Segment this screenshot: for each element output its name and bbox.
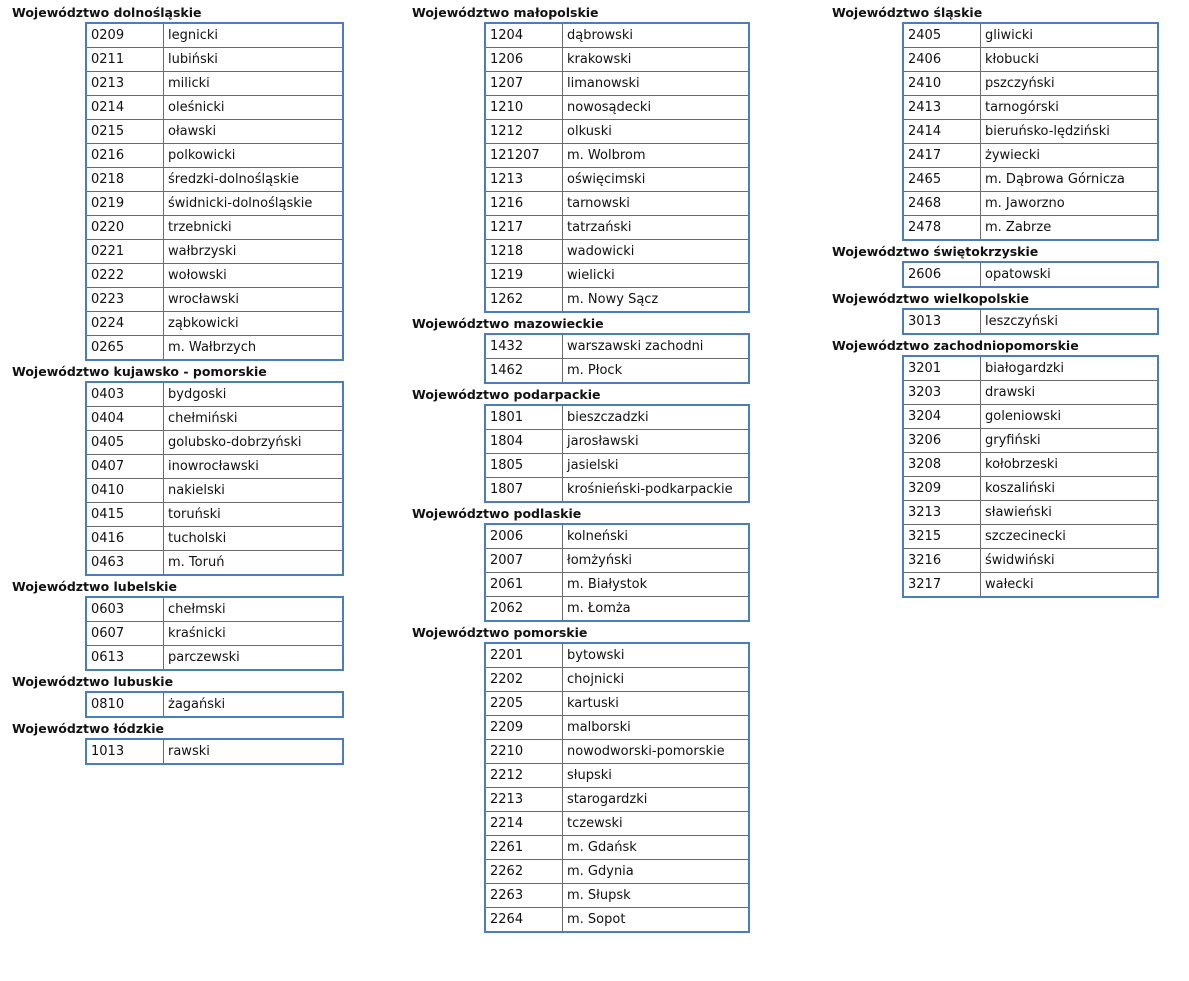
table-row: [903, 453, 1158, 477]
county-code-cell: 0407: [86, 455, 164, 479]
county-code-cell: 2261: [485, 836, 563, 860]
table-row: [86, 192, 343, 216]
county-name-cell: m. Gdynia: [563, 860, 750, 884]
province-title: Województwo zachodniopomorskie: [832, 338, 1079, 353]
county-name-cell: tucholski: [164, 527, 344, 551]
county-code-cell: 1262: [485, 288, 563, 313]
county-name-cell: chełmiński: [164, 407, 344, 431]
table-row: [485, 72, 749, 96]
county-name-cell: gryfiński: [981, 429, 1159, 453]
county-name-cell: kartuski: [563, 692, 750, 716]
county-code-table: [484, 404, 750, 503]
county-name-cell: jarosławski: [563, 430, 750, 454]
table-row: [86, 692, 343, 717]
county-code-cell: 0219: [86, 192, 164, 216]
table-row: [86, 527, 343, 551]
county-code-table: [484, 642, 750, 933]
table-row: [86, 622, 343, 646]
table-row: [86, 336, 343, 361]
county-name-cell: starogardzki: [563, 788, 750, 812]
county-name-cell: m. Wałbrzych: [168, 340, 257, 355]
table-row: [485, 764, 749, 788]
table-row: [485, 740, 749, 764]
province-section: [12, 578, 344, 671]
table-row: [86, 407, 343, 431]
county-name-cell: tatrzański: [563, 216, 750, 240]
table-row: [86, 431, 343, 455]
table-row: [86, 739, 343, 764]
county-name-cell: olkuski: [563, 120, 750, 144]
table-row: [485, 454, 749, 478]
county-name-cell: m. Wolbrom: [563, 144, 750, 168]
table-row: [86, 240, 343, 264]
county-name-cell: m. Toruń: [168, 555, 225, 570]
county-name-cell: bieruńsko-lędziński: [981, 120, 1159, 144]
county-name-cell: wielicki: [563, 264, 750, 288]
county-name-cell: trzebnicki: [164, 216, 344, 240]
table-row: [903, 501, 1158, 525]
county-code-cell: 0224: [86, 312, 164, 336]
table-row: [903, 356, 1158, 381]
county-name-cell: gliwicki: [981, 23, 1159, 48]
county-code-cell: 121207: [485, 144, 563, 168]
county-name-cell: bydgoski: [164, 382, 344, 407]
county-code-cell: 0216: [86, 144, 164, 168]
county-code-cell: 0416: [86, 527, 164, 551]
table-row: [903, 309, 1158, 334]
table-row: [86, 597, 343, 622]
county-code-cell: 0403: [86, 382, 164, 407]
county-name-cell: tczewski: [563, 812, 750, 836]
table-row: [903, 525, 1158, 549]
table-row: [86, 216, 343, 240]
county-code-cell: 1805: [485, 454, 563, 478]
table-row: [485, 359, 749, 384]
table-row: [485, 860, 749, 884]
table-row: [485, 884, 749, 908]
province-title: Województwo małopolskie: [412, 5, 599, 20]
county-code-table: [484, 333, 750, 384]
column-left: [12, 4, 344, 767]
table-row: [485, 216, 749, 240]
province-title: Województwo pomorskie: [412, 625, 588, 640]
county-code-cell: 0607: [86, 622, 164, 646]
county-name-cell: kołobrzeski: [981, 453, 1159, 477]
county-name-cell: kraśnicki: [164, 622, 344, 646]
county-name-cell: lubiński: [164, 48, 344, 72]
county-code-table: [902, 308, 1159, 335]
county-name-cell: ząbkowicki: [164, 312, 344, 336]
county-name-cell: toruński: [164, 503, 344, 527]
province-section: [412, 386, 750, 503]
county-name-cell: szczecinecki: [981, 525, 1159, 549]
county-code-cell: 3203: [903, 381, 981, 405]
county-code-cell: 1213: [485, 168, 563, 192]
county-code-cell: 2202: [485, 668, 563, 692]
table-row: [903, 192, 1158, 216]
table-row: [86, 551, 343, 576]
county-name-cell: krakowski: [563, 48, 750, 72]
county-name-cell: chełmski: [164, 597, 344, 622]
county-name-cell: wadowicki: [563, 240, 750, 264]
table-row: [903, 381, 1158, 405]
table-row: [485, 240, 749, 264]
county-code-cell: 2478: [903, 216, 981, 241]
table-row: [485, 288, 749, 313]
county-code-cell: 2413: [903, 96, 981, 120]
table-row: [485, 716, 749, 740]
county-code-cell: 3217: [903, 573, 981, 598]
county-code-cell: 0222: [86, 264, 164, 288]
table-row: [86, 646, 343, 671]
county-name-cell: żywiecki: [981, 144, 1159, 168]
county-code-table: [484, 22, 750, 313]
table-row: [485, 405, 749, 430]
county-name-cell: słupski: [563, 764, 750, 788]
table-row: [485, 430, 749, 454]
county-name-cell: koszaliński: [981, 477, 1159, 501]
province-section: [832, 243, 1159, 288]
county-code-cell: 3213: [903, 501, 981, 525]
county-code-cell: 3204: [903, 405, 981, 429]
county-name-cell: oleśnicki: [164, 96, 344, 120]
table-row: [86, 503, 343, 527]
county-name-cell: bytowski: [563, 643, 750, 668]
table-row: [86, 144, 343, 168]
county-name-cell: limanowski: [563, 72, 750, 96]
county-name-cell: m. Sopot: [567, 912, 626, 927]
county-code-table: [85, 738, 344, 765]
county-code-cell: 0410: [86, 479, 164, 503]
county-name-cell: m. Płock: [567, 363, 623, 378]
county-name-cell: m. Nowy Sącz: [567, 292, 659, 307]
county-code-cell: 3216: [903, 549, 981, 573]
county-name-cell: krośnieński-podkarpackie: [567, 482, 733, 497]
county-code-table: [902, 22, 1159, 241]
table-row: [485, 668, 749, 692]
table-row: [485, 573, 749, 597]
county-code-cell: 2007: [485, 549, 563, 573]
county-name-cell: drawski: [981, 381, 1159, 405]
table-row: [903, 216, 1158, 241]
county-code-cell: 1432: [485, 334, 563, 359]
province-title: Województwo łódzkie: [12, 721, 165, 736]
table-row: [86, 264, 343, 288]
county-code-cell: 0265: [86, 336, 164, 361]
county-name-cell: legnicki: [164, 23, 344, 48]
county-code-cell: 2414: [903, 120, 981, 144]
province-title: Województwo świętokrzyskie: [832, 244, 1039, 259]
county-name-cell: chojnicki: [563, 668, 750, 692]
province-title: Województwo lubelskie: [12, 579, 177, 594]
county-code-cell: 2213: [485, 788, 563, 812]
table-row: [903, 96, 1158, 120]
county-code-table: [85, 381, 344, 576]
county-name-cell: opatowski: [985, 267, 1051, 282]
table-row: [903, 168, 1158, 192]
province-title: Województwo podlaskie: [412, 506, 582, 521]
table-row: [485, 692, 749, 716]
county-name-cell: łomżyński: [563, 549, 750, 573]
county-code-table: [85, 691, 344, 718]
table-row: [903, 144, 1158, 168]
county-code-cell: 1212: [485, 120, 563, 144]
table-row: [86, 479, 343, 503]
province-title: Województwo dolnośląskie: [12, 5, 202, 20]
county-name-cell: świdwiński: [981, 549, 1159, 573]
province-title: Województwo lubuskie: [12, 674, 174, 689]
table-row: [485, 120, 749, 144]
county-name-cell: nakielski: [164, 479, 344, 503]
county-name-cell: milicki: [164, 72, 344, 96]
county-code-table: [902, 261, 1159, 288]
county-code-cell: 0220: [86, 216, 164, 240]
county-name-cell: golubsko-dobrzyński: [164, 431, 344, 455]
province-section: [832, 4, 1159, 241]
county-code-cell: 3206: [903, 429, 981, 453]
county-code-cell: 0415: [86, 503, 164, 527]
table-row: [86, 120, 343, 144]
province-section: [412, 4, 750, 313]
table-row: [485, 524, 749, 549]
table-row: [485, 48, 749, 72]
province-section: [12, 720, 344, 765]
county-code-cell: 0405: [86, 431, 164, 455]
county-name-cell: rawski: [168, 744, 210, 759]
table-row: [903, 429, 1158, 453]
province-title: Województwo śląskie: [832, 5, 983, 20]
county-name-cell: malborski: [563, 716, 750, 740]
county-code-cell: 1207: [485, 72, 563, 96]
county-code-cell: 3215: [903, 525, 981, 549]
county-code-cell: 1462: [485, 359, 563, 384]
table-row: [485, 264, 749, 288]
table-row: [903, 573, 1158, 598]
table-row: [485, 812, 749, 836]
province-section: [832, 337, 1159, 598]
county-code-cell: 2210: [485, 740, 563, 764]
county-code-cell: 2606: [903, 262, 981, 287]
county-code-cell: 1807: [485, 478, 563, 503]
county-name-cell: m. Zabrze: [985, 220, 1052, 235]
county-name-cell: wrocławski: [164, 288, 344, 312]
table-row: [485, 908, 749, 933]
county-name-cell: m. Łomża: [567, 601, 631, 616]
county-name-cell: inowrocławski: [164, 455, 344, 479]
county-code-cell: 2262: [485, 860, 563, 884]
county-code-table: [484, 523, 750, 622]
table-row: [903, 405, 1158, 429]
province-section: [412, 505, 750, 622]
county-name-cell: leszczyński: [985, 314, 1059, 329]
table-row: [86, 72, 343, 96]
county-code-cell: 0221: [86, 240, 164, 264]
county-name-cell: nowodworski-pomorskie: [563, 740, 750, 764]
table-row: [86, 288, 343, 312]
county-name-cell: tarnowski: [563, 192, 750, 216]
county-code-cell: 1206: [485, 48, 563, 72]
county-code-cell: 0613: [86, 646, 164, 671]
table-row: [86, 168, 343, 192]
table-row: [485, 788, 749, 812]
county-name-cell: sławieński: [981, 501, 1159, 525]
table-row: [86, 455, 343, 479]
county-code-cell: 2405: [903, 23, 981, 48]
table-row: [903, 549, 1158, 573]
county-code-cell: 3013: [903, 309, 981, 334]
county-code-cell: 2410: [903, 72, 981, 96]
county-code-cell: 0215: [86, 120, 164, 144]
table-row: [903, 120, 1158, 144]
county-code-cell: 0463: [86, 551, 164, 576]
county-name-cell: polkowicki: [164, 144, 344, 168]
table-row: [86, 96, 343, 120]
county-name-cell: kolneński: [563, 524, 750, 549]
county-code-cell: 2209: [485, 716, 563, 740]
county-code-cell: 0209: [86, 23, 164, 48]
county-name-cell: wołowski: [164, 264, 344, 288]
county-name-cell: oławski: [164, 120, 344, 144]
county-code-cell: 1801: [485, 405, 563, 430]
province-title: Województwo mazowieckie: [412, 316, 604, 331]
county-name-cell: białogardzki: [981, 356, 1159, 381]
county-code-cell: 1804: [485, 430, 563, 454]
county-code-cell: 2465: [903, 168, 981, 192]
county-code-cell: 0218: [86, 168, 164, 192]
table-row: [903, 262, 1158, 287]
county-code-cell: 3209: [903, 477, 981, 501]
table-row: [485, 549, 749, 573]
table-row: [485, 643, 749, 668]
county-code-cell: 2214: [485, 812, 563, 836]
table-row: [485, 597, 749, 622]
province-section: [412, 315, 750, 384]
table-row: [86, 312, 343, 336]
county-code-table: [85, 596, 344, 671]
county-name-cell: wałecki: [985, 577, 1034, 592]
province-section: [832, 290, 1159, 335]
county-code-cell: 2062: [485, 597, 563, 622]
county-name-cell: żagański: [168, 697, 226, 712]
province-title: Województwo kujawsko - pomorskie: [12, 364, 267, 379]
column-right: [832, 4, 1159, 600]
county-name-cell: pszczyński: [981, 72, 1159, 96]
county-name-cell: bieszczadzki: [563, 405, 750, 430]
table-row: [485, 478, 749, 503]
table-row: [485, 168, 749, 192]
county-code-cell: 2201: [485, 643, 563, 668]
county-name-cell: m. Jaworzno: [981, 192, 1159, 216]
county-code-cell: 0404: [86, 407, 164, 431]
county-code-cell: 0211: [86, 48, 164, 72]
county-name-cell: kłobucki: [981, 48, 1159, 72]
county-name-cell: m. Białystok: [563, 573, 750, 597]
county-code-cell: 0810: [86, 692, 164, 717]
county-code-cell: 2263: [485, 884, 563, 908]
county-name-cell: goleniowski: [981, 405, 1159, 429]
county-code-cell: 1204: [485, 23, 563, 48]
table-row: [903, 477, 1158, 501]
county-name-cell: warszawski zachodni: [563, 334, 750, 359]
county-code-cell: 1013: [86, 739, 164, 764]
county-name-cell: wałbrzyski: [164, 240, 344, 264]
table-row: [485, 144, 749, 168]
county-name-cell: m. Słupsk: [563, 884, 750, 908]
county-code-table: [85, 22, 344, 361]
table-row: [86, 48, 343, 72]
county-code-cell: 2417: [903, 144, 981, 168]
table-row: [903, 23, 1158, 48]
county-code-cell: 2006: [485, 524, 563, 549]
table-row: [485, 334, 749, 359]
column-middle: [412, 4, 750, 935]
county-code-cell: 1216: [485, 192, 563, 216]
county-name-cell: parczewski: [168, 650, 240, 665]
table-row: [485, 192, 749, 216]
province-title: Województwo wielkopolskie: [832, 291, 1030, 306]
table-row: [485, 836, 749, 860]
county-code-table: [902, 355, 1159, 598]
table-row: [86, 23, 343, 48]
table-row: [485, 96, 749, 120]
county-code-cell: 0214: [86, 96, 164, 120]
table-row: [485, 23, 749, 48]
province-title: Województwo podarpackie: [412, 387, 601, 402]
province-section: [12, 363, 344, 576]
table-row: [903, 72, 1158, 96]
county-name-cell: m. Gdańsk: [563, 836, 750, 860]
county-code-cell: 1218: [485, 240, 563, 264]
county-name-cell: tarnogórski: [981, 96, 1159, 120]
province-section: [12, 673, 344, 718]
table-row: [903, 48, 1158, 72]
county-code-cell: 0213: [86, 72, 164, 96]
province-section: [12, 4, 344, 361]
county-code-cell: 3208: [903, 453, 981, 477]
county-code-cell: 0223: [86, 288, 164, 312]
county-code-cell: 2205: [485, 692, 563, 716]
county-code-cell: 3201: [903, 356, 981, 381]
county-name-cell: oświęcimski: [563, 168, 750, 192]
table-row: [86, 382, 343, 407]
county-name-cell: dąbrowski: [563, 23, 750, 48]
county-code-cell: 1210: [485, 96, 563, 120]
county-code-cell: 2212: [485, 764, 563, 788]
county-name-cell: jasielski: [563, 454, 750, 478]
county-name-cell: średzki-dolnośląskie: [164, 168, 344, 192]
province-section: [412, 624, 750, 933]
county-code-cell: 1219: [485, 264, 563, 288]
county-name-cell: świdnicki-dolnośląskie: [164, 192, 344, 216]
county-code-cell: 2468: [903, 192, 981, 216]
county-code-cell: 2406: [903, 48, 981, 72]
county-code-cell: 2061: [485, 573, 563, 597]
county-code-cell: 2264: [485, 908, 563, 933]
county-code-cell: 0603: [86, 597, 164, 622]
county-name-cell: nowosądecki: [563, 96, 750, 120]
county-code-cell: 1217: [485, 216, 563, 240]
county-name-cell: m. Dąbrowa Górnicza: [981, 168, 1159, 192]
